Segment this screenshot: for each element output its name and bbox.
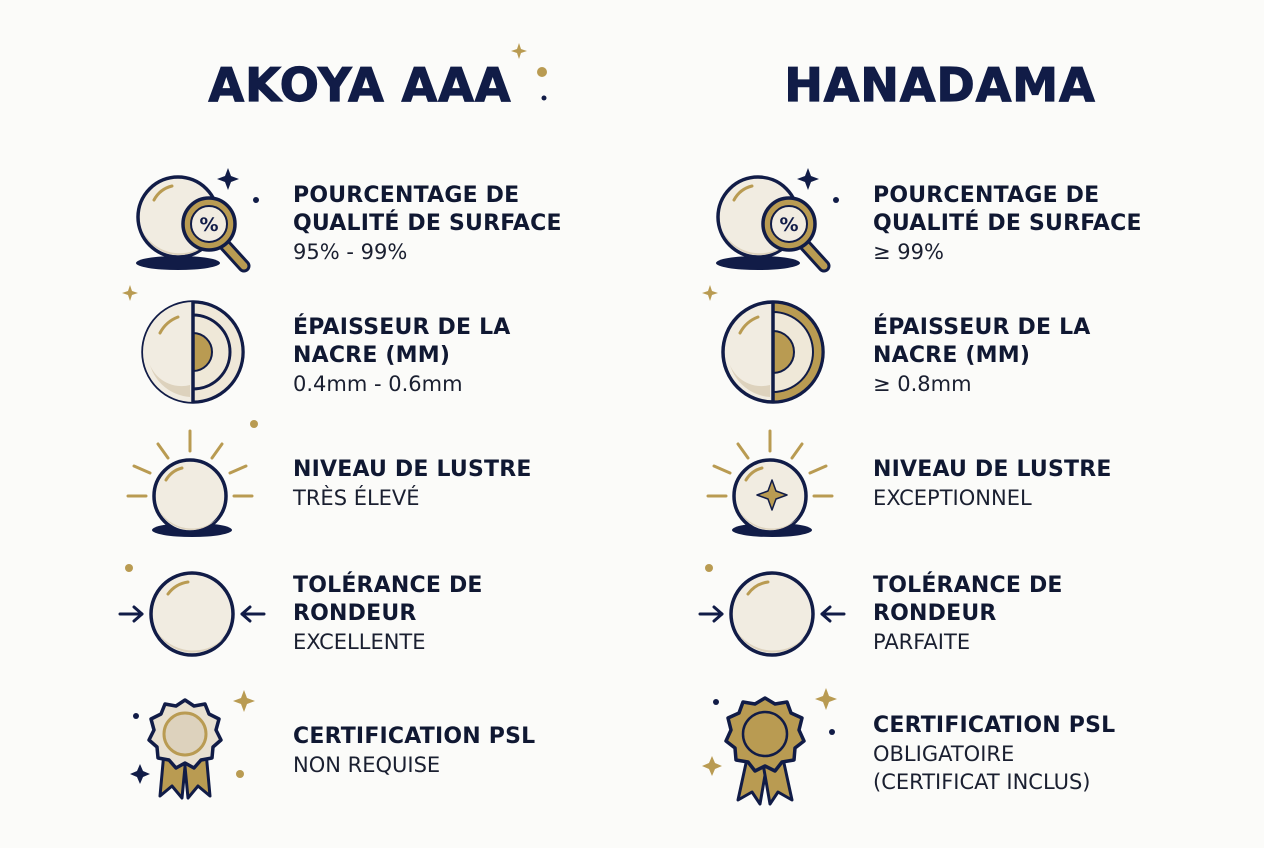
- svg-text:%: %: [199, 214, 219, 236]
- nacre-thickness-value: 0.4mm - 0.6mm: [293, 372, 463, 396]
- psl-certification-label: CERTIFICATION PSL: [293, 724, 536, 749]
- roundness-value: EXCELLENTE: [293, 630, 426, 654]
- pearl-magnifier-percent-icon: [120, 160, 270, 290]
- hanadama-column: [700, 0, 1260, 848]
- psl-certification-label: CERTIFICATION PSL: [873, 713, 1116, 738]
- svg-text:%: %: [779, 214, 799, 236]
- luster-label: NIVEAU DE LUSTRE: [293, 457, 532, 482]
- shining-pearl-icon: [120, 418, 270, 548]
- pearl-roundness-arrows-icon: [700, 558, 850, 688]
- sparkle-decoration-icon: [510, 40, 570, 110]
- pearl-cross-section-icon: [700, 285, 850, 415]
- akoya-title: AKOYA AAA: [208, 58, 512, 112]
- luster-value: EXCEPTIONNEL: [873, 486, 1032, 510]
- roundness-label: TOLÉRANCE DE RONDEUR: [293, 573, 483, 626]
- surface-quality-label: POURCENTAGE DE QUALITÉ DE SURFACE: [873, 183, 1142, 236]
- certification-rosette-gold-icon: [700, 686, 850, 816]
- luster-value: TRÈS ÉLEVÉ: [293, 486, 420, 510]
- roundness-value: PARFAITE: [873, 630, 971, 654]
- psl-certification-value: OBLIGATOIRE (CERTIFICAT INCLUS): [873, 742, 1091, 794]
- pearl-roundness-arrows-icon: [120, 558, 270, 688]
- hanadama-title: HANADAMA: [784, 58, 1096, 112]
- roundness-label: TOLÉRANCE DE RONDEUR: [873, 573, 1063, 626]
- nacre-thickness-label: ÉPAISSEUR DE LA NACRE (MM): [293, 315, 511, 368]
- luster-label: NIVEAU DE LUSTRE: [873, 457, 1112, 482]
- surface-quality-value: 95% - 99%: [293, 240, 408, 264]
- akoya-column: [120, 0, 680, 848]
- surface-quality-value: ≥ 99%: [873, 240, 944, 264]
- pearl-magnifier-percent-icon: [700, 160, 850, 290]
- surface-quality-label: POURCENTAGE DE QUALITÉ DE SURFACE: [293, 183, 562, 236]
- shining-pearl-sparkle-icon: [700, 418, 850, 548]
- nacre-thickness-label: ÉPAISSEUR DE LA NACRE (MM): [873, 315, 1091, 368]
- psl-certification-value: NON REQUISE: [293, 753, 441, 777]
- certification-rosette-icon: [120, 686, 270, 816]
- nacre-thickness-value: ≥ 0.8mm: [873, 372, 972, 396]
- pearl-cross-section-icon: [120, 285, 270, 415]
